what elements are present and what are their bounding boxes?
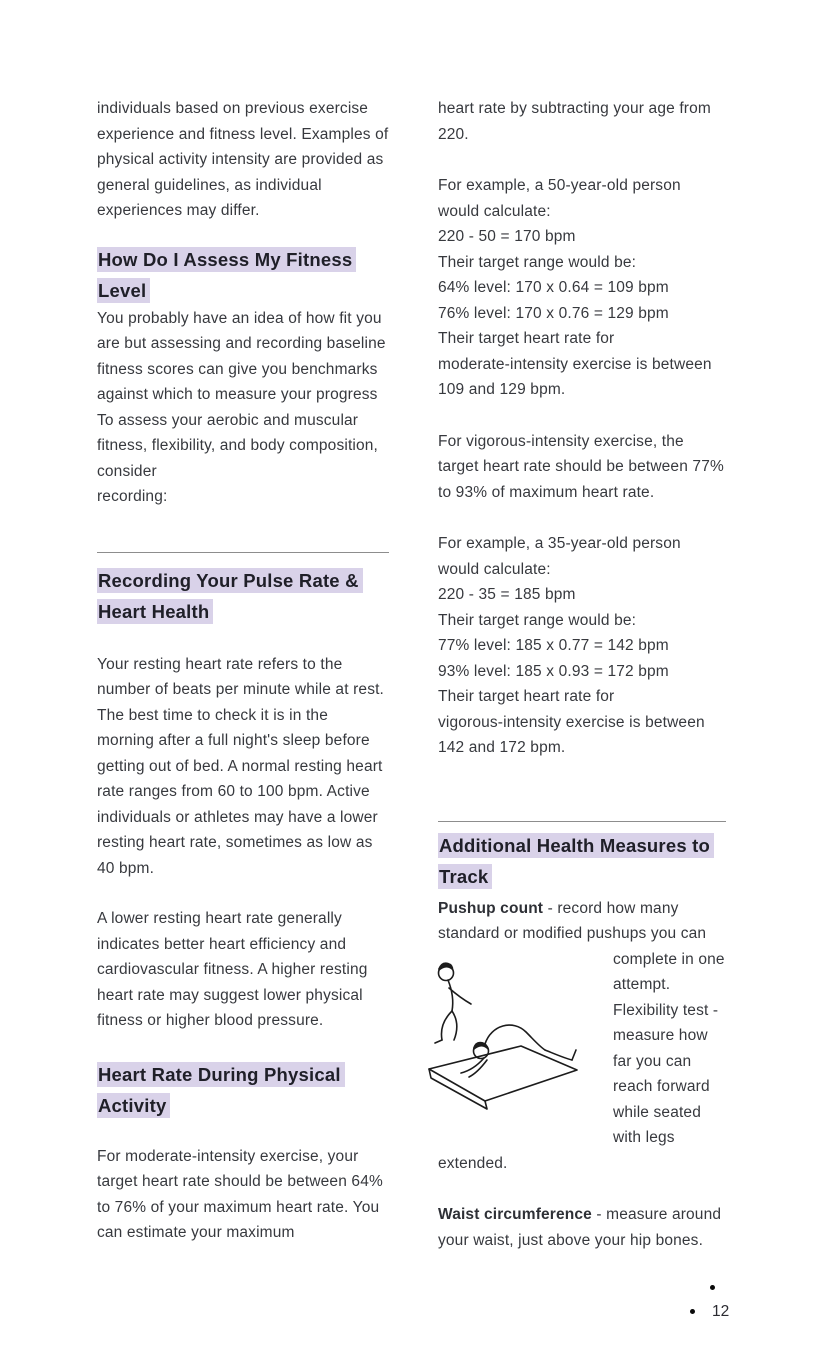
right-column (438, 96, 726, 1253)
paragraph-recording-label: recording: (97, 488, 168, 505)
calc-line: For example, a 35-year-old person (438, 535, 681, 552)
calc-line: 220 - 50 = 170 bpm (438, 228, 576, 245)
calc-line: 76% level: 170 x 0.76 = 129 bpm (438, 304, 669, 322)
calc-line: 93% level: 185 x 0.93 = 172 bpm (438, 662, 669, 680)
calc-line: 142 and 172 bpm. (438, 739, 566, 756)
paragraph-intensity-intro: individuals based on previous exercise experience and fitness level. Examples of physical activity intensity are provided as general guidelines, as individual experiences may differ. (97, 100, 389, 219)
left-column (97, 96, 389, 1246)
highlighted-heading-text: Additional Health Measures to Track (438, 833, 714, 889)
waist-circumference-text: - measure around your waist, just above your hip bones. (438, 1206, 722, 1249)
calc-line: For example, a 50-year-old person (438, 177, 681, 194)
calc-line: Their target range would be: (438, 253, 637, 271)
calc-line: 109 and 129 bpm. (438, 381, 566, 398)
calc-line: 220 - 35 = 185 bpm (438, 586, 576, 603)
page-footer (688, 1278, 758, 1321)
paragraph-vigorous-intensity: For vigorous-intensity exercise, the target heart rate should be between 77% to 93% of maximum heart rate. (438, 432, 724, 501)
calc-line: 77% level: 185 x 0.77 = 142 bpm (438, 637, 669, 654)
heading-pulse-rate (97, 565, 389, 627)
calc-block-35-year-old (438, 531, 726, 761)
footer-bullet-row (688, 1278, 758, 1297)
section-divider (97, 552, 389, 553)
paragraph-fitness-idea: You probably have an idea of how fit you are but assessing and recording baseline fitness scores can give you benchmarks against which to measure your progress (97, 309, 386, 403)
paragraph-max-heart-rate: heart rate by subtracting your age from 220. (438, 100, 711, 143)
paragraph-pushup-count (438, 896, 726, 947)
paragraph-moderate-intensity: For moderate-intensity exercise, your target heart rate should be between 64% to 76% of your maximum heart rate. You can estimate your maximum (97, 1147, 383, 1241)
sit-and-reach-drawing (423, 947, 583, 1147)
section-divider (438, 821, 726, 822)
sit-and-reach-illustration (423, 947, 583, 1147)
calc-line: moderate-intensity exercise is between (438, 355, 712, 373)
waist-circumference-label: Waist circumference (438, 1206, 592, 1223)
flexibility-test-block (438, 947, 726, 1177)
calc-block-50-year-old (438, 173, 726, 403)
calc-line: Their target heart rate for (438, 688, 615, 705)
pushup-count-label: Pushup count (438, 899, 544, 917)
heading-additional-measures (438, 830, 726, 892)
paragraph-lower-resting-rate: A lower resting heart rate generally indicates better heart efficiency and cardiovascular fitness. A higher resting heart rate may suggest lower physical fitness or higher blood pressure. (97, 910, 368, 1029)
calc-line: would calculate: (438, 560, 551, 578)
pushup-count-text: - record how many standard or modified pushups you can (438, 899, 707, 942)
paragraph-resting-heart-rate: Your resting heart rate refers to the number of beats per minute while at rest. The best time to check it is in the morning after a full night's sleep before getting out of bed. A normal resting heart rate ranges from 60 to 100 bpm. Active individuals or athletes may have a lower resting heart rate, sometimes as low as 40 bpm. (97, 655, 385, 877)
paragraph-waist-circumference (438, 1202, 726, 1253)
heading-heart-rate-activity (97, 1059, 389, 1121)
footer-page-number-row (688, 1302, 758, 1321)
page-number: 12 (712, 1302, 730, 1320)
highlighted-heading-text: Heart Rate During Physical Activity (97, 1062, 345, 1118)
bullet-dot-icon (690, 1309, 695, 1314)
calc-line: Their target heart rate for (438, 330, 615, 347)
calc-line: would calculate: (438, 202, 551, 220)
paragraph-assess-recording: To assess your aerobic and muscular fitness, flexibility, and body composition, consider (97, 411, 378, 480)
calc-line: vigorous-intensity exercise is between (438, 713, 705, 731)
bullet-dot-icon (710, 1285, 715, 1290)
highlighted-heading-text: How Do I Assess My Fitness Level (97, 247, 356, 303)
paragraph-flexibility-test: complete in one attempt. Flexibility test - measure how far you can reach forward while seated with legs extended. (438, 950, 725, 1172)
calc-line: 64% level: 170 x 0.64 = 109 bpm (438, 279, 669, 296)
calc-line: Their target range would be: (438, 611, 637, 629)
heading-assess-fitness (97, 244, 389, 306)
highlighted-heading-text: Recording Your Pulse Rate & Heart Health (97, 568, 363, 624)
